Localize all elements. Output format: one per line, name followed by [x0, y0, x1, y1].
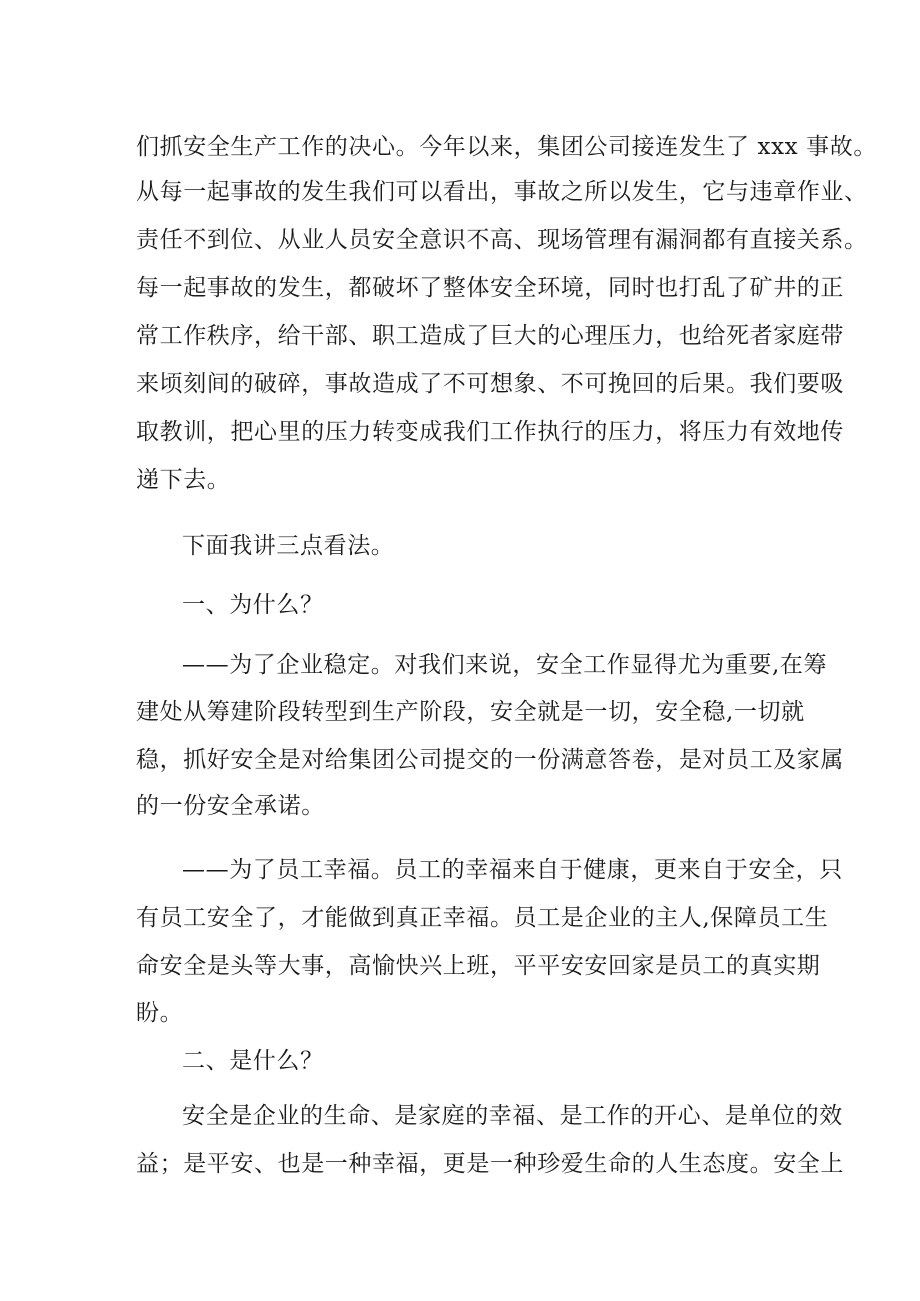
paragraph-1-line-3: 责任不到位、从业人员安全意识不高、现场管理有漏洞都有直接关系。 [136, 227, 868, 253]
paragraph-3-line-1: ——为了员工幸福。员工的幸福来自于健康，更来自于安全，只 [182, 857, 843, 883]
paragraph-2-line-4: 的一份安全承诺。 [136, 793, 325, 819]
intro-line: 下面我讲三点看法。 [182, 533, 395, 559]
heading-why: 一、为什么？ [182, 592, 324, 618]
paragraph-2-line-2: 建处从筹建阶段转型到生产阶段，安全就是一切，安全稳,一切就 [136, 699, 805, 725]
paragraph-4-line-2: 益；是平安、也是一种幸福，更是一种珍爱生命的人生态度。安全上 [136, 1151, 844, 1177]
heading-what: 二、是什么？ [182, 1048, 324, 1074]
paragraph-1-line-4: 每一起事故的发生，都破坏了整体安全环境，同时也打乱了矿井的正 [136, 275, 844, 301]
paragraph-1-line-7: 取教训，把心里的压力转变成我们工作执行的压力，将压力有效地传 [136, 419, 844, 445]
paragraph-1-line-8: 递下去。 [136, 467, 231, 493]
paragraph-3-line-2: 有员工安全了，才能做到真正幸福。员工是企业的主人,保障员工生 [136, 905, 829, 931]
paragraph-3-line-4: 盼。 [136, 1000, 184, 1026]
paragraph-3-line-3: 命安全是头等大事，高愉快兴上班，平平安安回家是员工的真实期 [136, 953, 821, 979]
paragraph-1-line-2: 从每一起事故的发生我们可以看出，事故之所以发生，它与违章作业、 [136, 179, 868, 205]
paragraph-4-line-1: 安全是企业的生命、是家庭的幸福、是工作的开心、是单位的效 [182, 1103, 843, 1129]
paragraph-1-line-5: 常工作秩序，给干部、职工造成了巨大的心理压力，也给死者家庭带 [136, 323, 844, 349]
paragraph-2-line-1: ——为了企业稳定。对我们来说，安全工作显得尤为重要,在筹 [182, 652, 828, 678]
paragraph-2-line-3: 稳，抓好安全是对给集团公司提交的一份满意答卷，是对员工及家属 [136, 747, 844, 773]
paragraph-1-line-6: 来顷刻间的破碎，事故造成了不可想象、不可挽回的后果。我们要吸 [136, 371, 844, 397]
paragraph-1-line-1: 们抓安全生产工作的决心。今年以来，集团公司接连发生了 xxx 事故。 [136, 134, 877, 160]
